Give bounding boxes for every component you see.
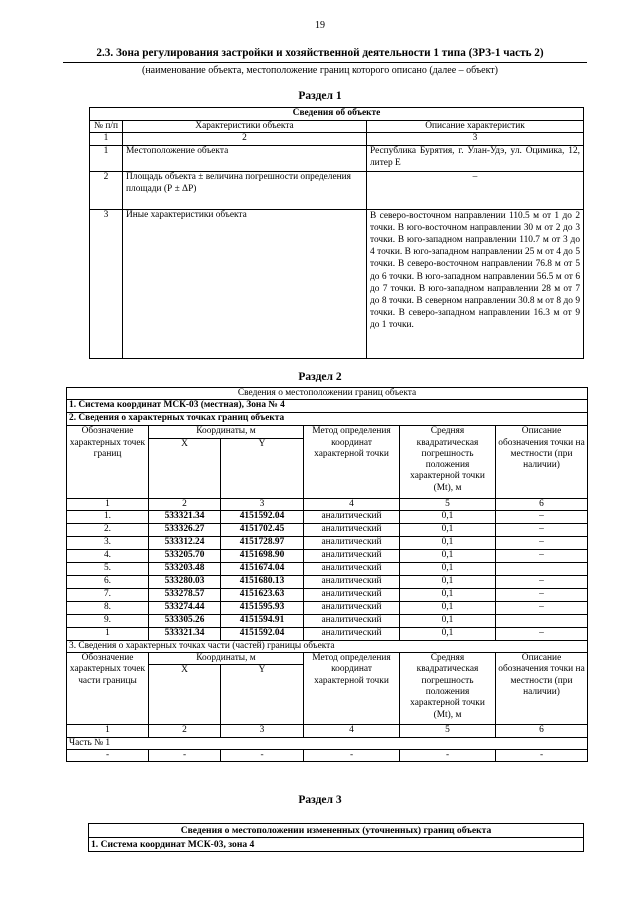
accuracy: 0,1 [400, 588, 496, 601]
accuracy: 0,1 [400, 614, 496, 627]
table-row [67, 549, 588, 562]
point-id: 1. [67, 510, 149, 523]
column-header: Координаты, м [149, 653, 304, 665]
column-header: Обозначение характерных точек части границы [67, 653, 149, 725]
method: аналитический [304, 523, 400, 536]
point-id: 5. [67, 562, 149, 575]
table-title: Сведения об объекте [90, 108, 584, 121]
point-id: 6. [67, 575, 149, 588]
coord-y: 4151592.04 [221, 627, 304, 640]
column-header: Координаты, м [149, 426, 304, 438]
characteristic-value: В северо-восточном направлении 110.5 м от 1 до 2 точки. В юго-восточном направлении 30 м от 2 до 3 точки. В юго-западном направлении 110.7 м от 3 до 4 точки. В юго-западном направлении 25 м от 4 до 5 точки. В северо-восточном направлении 76.8 м от 5 до 6 точки. В юго-западном направлении 56.5 м от 6 до 7 точки. В юго-западном направлении 28 м от 7 до 8 точки. В северном направлении 30.8 м от 8 до 9 точки. В северо-западном направлении 16.3 м от 9 до 1 точки. [367, 210, 584, 359]
table-row [90, 172, 584, 210]
column-number: 1 [67, 498, 149, 510]
object-info-table [89, 107, 584, 359]
table-row [67, 627, 588, 640]
column-number: 3 [221, 498, 304, 510]
column-number: 5 [400, 498, 496, 510]
changed-boundaries-table [88, 823, 584, 852]
row-number: 1 [90, 146, 123, 172]
document-subtitle: (наименование объекта, местоположение границ которого описано (далее – объект) [141, 65, 499, 76]
accuracy: 0,1 [400, 601, 496, 614]
marking: – [496, 588, 588, 601]
points-title: 2. Сведения о характерных точках границ объекта [67, 413, 588, 426]
table-row [67, 510, 588, 523]
accuracy: 0,1 [400, 536, 496, 549]
marking: – [496, 575, 588, 588]
coord-y: 4151594.91 [221, 614, 304, 627]
marking [496, 614, 588, 627]
marking: – [496, 510, 588, 523]
column-header: Обозначение характерных точек границ [67, 426, 149, 498]
column-header: Характеристики объекта [123, 120, 367, 133]
table-row [67, 523, 588, 536]
method: аналитический [304, 575, 400, 588]
cell: - [221, 750, 304, 762]
point-id: 9. [67, 614, 149, 627]
column-number: 1 [67, 725, 149, 737]
cell: - [304, 750, 400, 762]
table-row [67, 562, 588, 575]
marking: – [496, 523, 588, 536]
point-id: 1 [67, 627, 149, 640]
table-row [67, 614, 588, 627]
method: аналитический [304, 510, 400, 523]
point-id: 7. [67, 588, 149, 601]
method: аналитический [304, 549, 400, 562]
marking: – [496, 549, 588, 562]
coord-x: 533203.48 [149, 562, 221, 575]
coord-y: 4151623.63 [221, 588, 304, 601]
section1-heading: Раздел 1 [298, 90, 342, 102]
column-header: Y [221, 438, 304, 498]
method: аналитический [304, 536, 400, 549]
row-number: 2 [90, 172, 123, 210]
coord-y: 4151698.90 [221, 549, 304, 562]
characteristic-name: Иные характеристики объекта [123, 210, 367, 359]
column-header: № п/п [90, 120, 123, 133]
coord-x: 533321.34 [149, 627, 221, 640]
characteristic-name: Местоположение объекта [123, 146, 367, 172]
accuracy: 0,1 [400, 627, 496, 640]
table-row [67, 588, 588, 601]
marking [496, 562, 588, 575]
coord-x: 533274.44 [149, 601, 221, 614]
method: аналитический [304, 601, 400, 614]
column-header: Метод определения координат характерной точки [304, 653, 400, 725]
column-header: Метод определения координат характерной точки [304, 426, 400, 498]
table-row [67, 750, 588, 762]
part-label: Часть № 1 [67, 737, 588, 749]
table-row [67, 575, 588, 588]
column-header: Описание обозначения точки на местности (при наличии) [496, 653, 588, 725]
column-header: X [149, 665, 221, 725]
coord-system: 1. Система координат МСК-03 (местная), Зона № 4 [67, 400, 588, 413]
method: аналитический [304, 627, 400, 640]
cell: - [496, 750, 588, 762]
column-number: 4 [304, 725, 400, 737]
column-header: X [149, 438, 221, 498]
cell: - [149, 750, 221, 762]
coord-x: 533312.24 [149, 536, 221, 549]
column-number: 3 [367, 133, 584, 146]
section2-heading: Раздел 2 [298, 371, 342, 383]
title-underline [63, 62, 587, 63]
section3-heading: Раздел 3 [298, 794, 342, 806]
coord-x: 533326.27 [149, 523, 221, 536]
method: аналитический [304, 588, 400, 601]
characteristic-value: – [367, 172, 584, 210]
characteristic-name: Площадь объекта ± величина погрешности определения площади (Р ± ΔР) [123, 172, 367, 210]
marking: – [496, 536, 588, 549]
coord-x: 533280.03 [149, 575, 221, 588]
coord-x: 533205.70 [149, 549, 221, 562]
point-id: 4. [67, 549, 149, 562]
accuracy: 0,1 [400, 562, 496, 575]
column-number: 5 [400, 725, 496, 737]
coord-x: 533321.34 [149, 510, 221, 523]
coord-y: 4151728.97 [221, 536, 304, 549]
column-header: Y [221, 665, 304, 725]
column-number: 2 [149, 498, 221, 510]
row-number: 3 [90, 210, 123, 359]
boundary-points-table [66, 387, 588, 762]
column-number: 2 [149, 725, 221, 737]
table-row [90, 146, 584, 172]
coord-y: 4151680.13 [221, 575, 304, 588]
column-number: 1 [90, 133, 123, 146]
parts-title: 3. Сведения о характерных точках части (частей) границы объекта [67, 640, 588, 652]
coord-y: 4151702.45 [221, 523, 304, 536]
cell: - [67, 750, 149, 762]
page-number: 19 [315, 20, 325, 31]
method: аналитический [304, 562, 400, 575]
table-title: Сведения о местоположении измененных (уточненных) границ объекта [89, 824, 584, 838]
coord-y: 4151674.04 [221, 562, 304, 575]
coord-system: 1. Система координат МСК-03, зона 4 [89, 838, 584, 852]
accuracy: 0,1 [400, 549, 496, 562]
table-title: Сведения о местоположении границ объекта [67, 388, 588, 400]
document-title: 2.3. Зона регулирования застройки и хозяйственной деятельности 1 типа (ЗРЗ-1 часть 2) [96, 47, 544, 59]
column-header: Описание характеристик [367, 120, 584, 133]
coord-x: 533278.57 [149, 588, 221, 601]
cell: - [400, 750, 496, 762]
coord-x: 533305.26 [149, 614, 221, 627]
column-header: Средняя квадратическая погрешность положения характерной точки (Mt), м [400, 653, 496, 725]
coord-y: 4151592.04 [221, 510, 304, 523]
column-number: 2 [123, 133, 367, 146]
column-header: Средняя квадратическая погрешность положения характерной точки (Mt), м [400, 426, 496, 498]
marking: – [496, 601, 588, 614]
accuracy: 0,1 [400, 523, 496, 536]
column-header: Описание обозначения точки на местности (при наличии) [496, 426, 588, 498]
accuracy: 0,1 [400, 510, 496, 523]
point-id: 2. [67, 523, 149, 536]
coord-y: 4151595.93 [221, 601, 304, 614]
column-number: 4 [304, 498, 400, 510]
column-number: 3 [221, 725, 304, 737]
characteristic-value: Республика Бурятия, г. Улан-Удэ, ул. Оцимика, 12, литер Е [367, 146, 584, 172]
table-row [90, 210, 584, 359]
marking: – [496, 627, 588, 640]
point-id: 3. [67, 536, 149, 549]
table-row [67, 536, 588, 549]
column-number: 6 [496, 498, 588, 510]
point-id: 8. [67, 601, 149, 614]
column-number: 6 [496, 725, 588, 737]
table-row [67, 601, 588, 614]
method: аналитический [304, 614, 400, 627]
accuracy: 0,1 [400, 575, 496, 588]
